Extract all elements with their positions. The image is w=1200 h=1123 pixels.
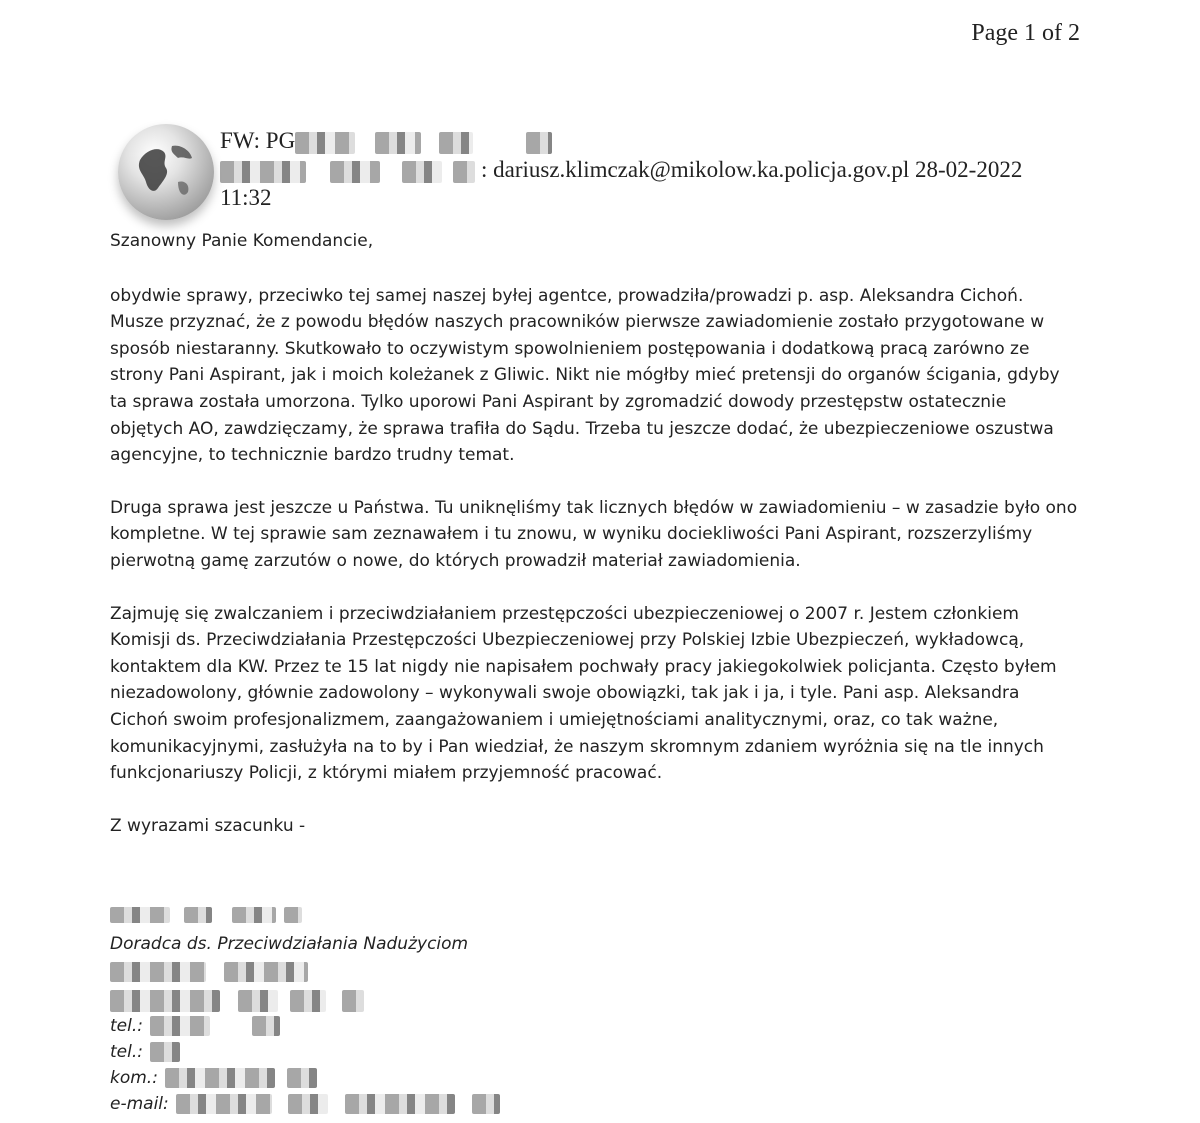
tel-label: tel.:	[110, 1042, 143, 1062]
redacted-company	[110, 962, 308, 982]
signature-kom	[110, 1068, 317, 1088]
redacted-phone	[252, 1016, 280, 1036]
redacted-email	[176, 1094, 272, 1114]
closing: Z wyrazami szacunku -	[110, 815, 306, 836]
subject-prefix: FW: PG	[220, 128, 296, 153]
redacted-signature-name	[110, 906, 302, 924]
greeting: Szanowny Panie Komendancie,	[110, 231, 374, 251]
redacted-subject	[295, 132, 355, 154]
redacted-phone	[150, 1042, 180, 1062]
email-from-line	[220, 157, 1022, 183]
kom-label: kom.:	[110, 1068, 158, 1088]
redacted-mobile	[165, 1068, 275, 1088]
redacted-subject	[526, 132, 552, 154]
redacted-email	[472, 1094, 500, 1114]
email-label: e-mail:	[110, 1094, 169, 1114]
redacted-mobile	[287, 1068, 317, 1088]
redacted-sender	[220, 161, 306, 183]
tel-label: tel.:	[110, 1016, 143, 1036]
redacted-phone	[150, 1016, 210, 1036]
signature-role: Doradca ds. Przeciwdziałania Nadużyciom	[110, 934, 469, 954]
redacted-subject	[439, 132, 473, 154]
redacted-sender	[453, 161, 475, 183]
redacted-sender	[402, 161, 442, 183]
sender-address-date: : dariusz.klimczak@mikolow.ka.policja.gov.pl 28-02-2022	[481, 157, 1023, 182]
paragraph: Druga sprawa jest jeszcze u Państwa. Tu uniknęliśmy tak licznych błędów w zawiadomieniu – w zasadzie było ono kompletne. W tej sprawie sam zeznawałem i tu znowu, w wyniku dociekliwości Pani Aspirant, rozszerzyliśmy pierwotną gamę zarzutów o nowe, do których prowadził materiał zawiadomienia.	[110, 497, 1078, 571]
redacted-email	[345, 1094, 455, 1114]
email-subject	[220, 128, 552, 154]
page-number: Page 1 of 2	[971, 20, 1080, 46]
globe-icon	[118, 124, 214, 220]
paragraph: obydwie sprawy, przeciwko tej samej naszej byłej agentce, prowadziła/prowadzi p. asp. Aleksandra Cichoń. Musze przyznać, że z powodu błędów naszych pracowników pierwsze zawiadomienie zostało przygotowane w sposób niestaranny. Skutkowało to oczywistym spowolnieniem postępowania i dodatkową pracą zarówno ze strony Pani Aspirant, jak i moich koleżanek z Gliwic. Nikt nie mógłby mieć pretensji do organów ścigania, gdyby ta sprawa została umorzona. Tylko uporowi Pani Aspirant by zgromadzić dowody przestępstw ostatecznie objętych AO, zawdzięczamy, że sprawa trafiła do Sądu. Trzeba tu jeszcze dodać, że ubezpieczeniowe oszustwa agencyjne, to technicznie bardzo trudny temat.	[110, 285, 1060, 466]
signature-email	[110, 1094, 500, 1114]
redacted-email	[288, 1094, 328, 1114]
signature-tel-2	[110, 1042, 180, 1062]
paragraph: Zajmuję się zwalczaniem i przeciwdziałaniem przestępczości ubezpieczeniowej o 2007 r. Jestem członkiem Komisji ds. Przeciwdziałania Przestępczości Ubezpieczeniowej przy Polskiej Izbie Ubezpieczeń, wykładowcą, kontaktem dla KW. Przez te 15 lat nigdy nie napisałem pochwały pracy jakiegokolwiek policjanta. Często byłem niezadowolony, głównie zadowolony – wykonywali swoje obowiązki, tak jak i ja, i tyle. Pani asp. Aleksandra Cichoń swoim profesjonalizmem, zaangażowaniem i umiejętnościami analitycznymi, oraz, co tak ważne, komunikacyjnymi, zasłużyła na to by i Pan wiedział, że naszym skromnym zdaniem wyróżnia się na tle innych funkcjonariuszy Policji, z którymi miałem przyjemność pracować.	[110, 603, 1057, 784]
redacted-sender	[330, 161, 380, 183]
email-body	[110, 228, 1078, 865]
redacted-subject	[375, 132, 421, 154]
email-time: 11:32	[220, 185, 272, 210]
redacted-address	[110, 990, 364, 1012]
signature-tel-1	[110, 1016, 280, 1036]
